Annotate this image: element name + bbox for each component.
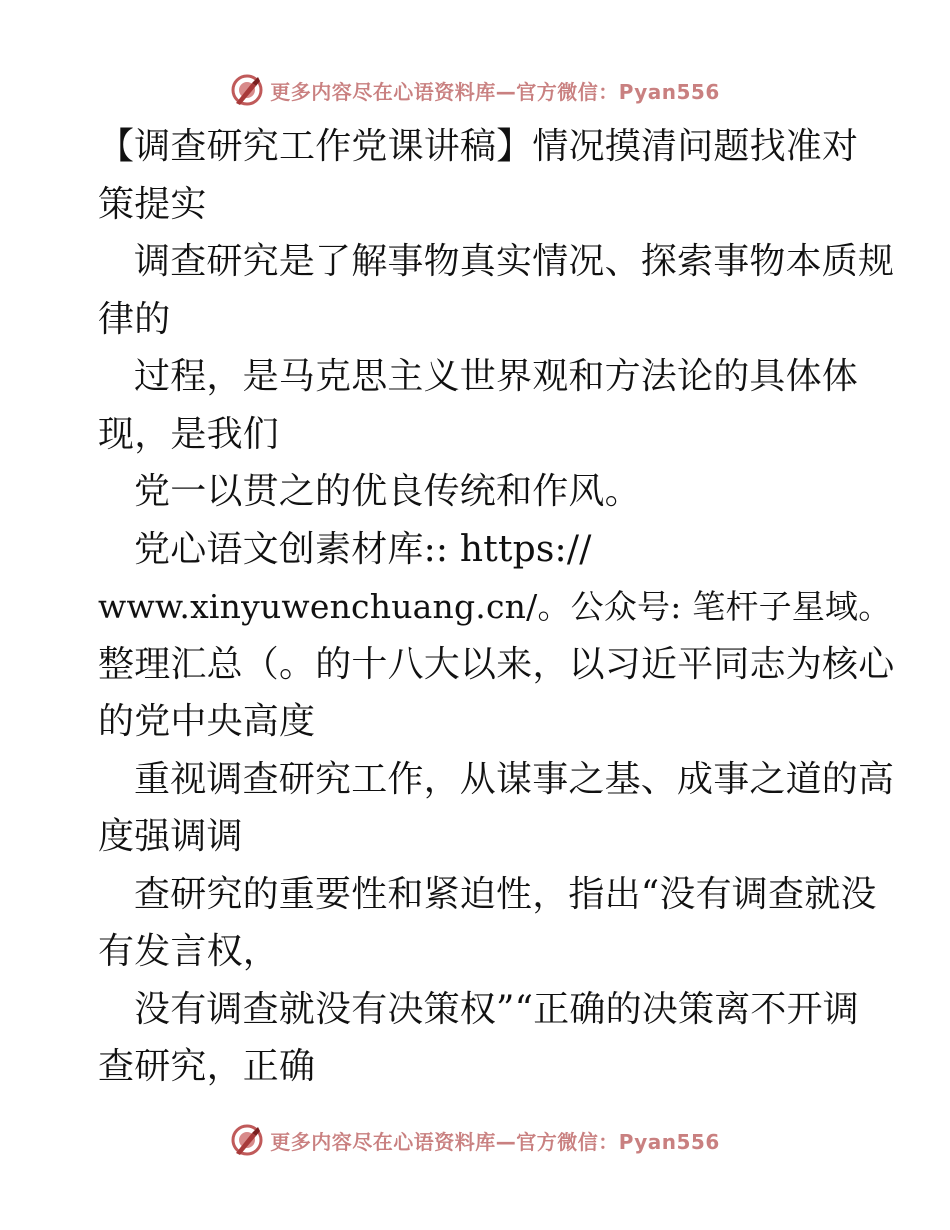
doc-line: www.xinyuwenchuang.cn/。公众号: 笔杆子星域。 [98,587,892,626]
pen-circle-logo-icon [230,73,264,107]
pen-circle-logo-icon [230,1123,264,1157]
doc-line: 【调查研究工作党课讲稿】情况摸清问题找准对 [98,126,859,167]
header-banner-text: 更多内容尽在心语资料库—官方微信：Pyan556 [270,79,720,104]
doc-line: 党心语文创素材库:: https:// [134,528,592,570]
footer-banner-text: 更多内容尽在心语资料库—官方微信：Pyan556 [270,1129,720,1154]
doc-line: 重视调查研究工作，从谋事之基、成事之道的高 [134,758,895,800]
doc-line: 查研究，正确 [98,1046,316,1087]
doc-line: 查研究的重要性和紧迫性，指出“没有调查就没 [134,873,877,915]
doc-line: 没有调查就没有决策权”“正确的决策离不开调 [134,988,860,1030]
doc-line: 的党中央高度 [98,701,316,742]
doc-line: 调查研究是了解事物真实情况、探索事物本质规 [134,241,895,282]
footer-banner [0,1120,950,1160]
doc-line: 度强调调 [98,816,243,857]
doc-line: 整理汇总（。的十八大以来，以习近平同志为核心 [98,643,895,685]
header-banner [0,70,950,110]
doc-line: 党一以贯之的优良传统和作风。 [134,471,641,512]
document-body [98,118,895,1096]
doc-line: 律的 [98,298,171,340]
doc-line: 有发言权， [98,931,280,972]
doc-line: 现，是我们 [98,413,280,455]
doc-line: 过程，是马克思主义世界观和方法论的具体体 [134,356,859,397]
doc-line: 策提实 [98,183,207,225]
